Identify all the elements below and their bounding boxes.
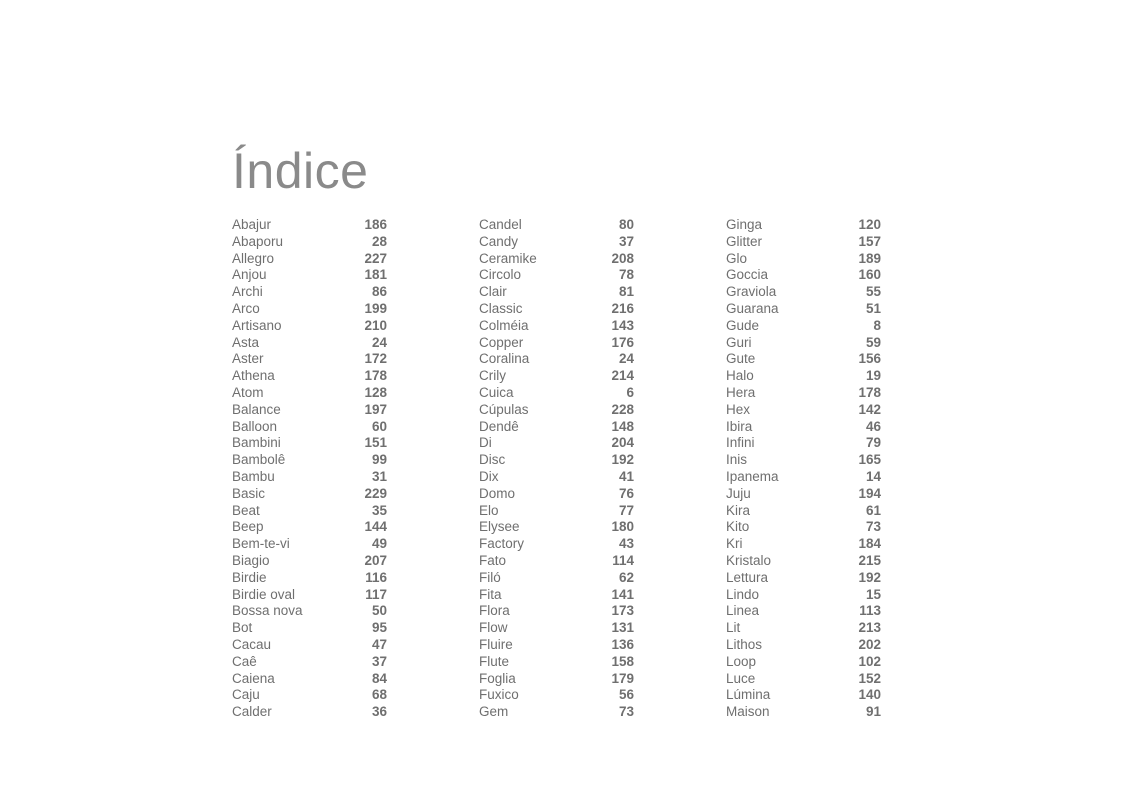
- index-entry: [479, 687, 634, 704]
- entry-name: Atom: [232, 384, 264, 400]
- entry-page-number: 194: [858, 485, 881, 501]
- entry-name: Birdie: [232, 569, 267, 585]
- entry-name: Caju: [232, 687, 260, 703]
- entry-name: Foglia: [479, 670, 516, 686]
- index-entry: [479, 469, 634, 486]
- entry-name: Caê: [232, 653, 257, 669]
- index-entry: [726, 301, 881, 318]
- entry-name: Athena: [232, 368, 275, 384]
- entry-name: Coralina: [479, 351, 530, 367]
- entry-page-number: 62: [618, 569, 634, 585]
- entry-name: Di: [479, 435, 492, 451]
- entry-page-number: 210: [364, 317, 387, 333]
- entry-page-number: 86: [371, 284, 387, 300]
- entry-page-number: 114: [612, 552, 634, 568]
- index-entry: [232, 570, 387, 587]
- entry-name: Maison: [726, 704, 770, 720]
- entry-page-number: 229: [364, 485, 387, 501]
- entry-page-number: 43: [618, 536, 634, 552]
- entry-name: Bossa nova: [232, 603, 303, 619]
- entry-name: Kito: [726, 519, 750, 535]
- index-entry: [479, 435, 634, 452]
- entry-name: Allegro: [232, 250, 275, 266]
- index-entry: [726, 234, 881, 251]
- index-entry: [479, 234, 634, 251]
- entry-name: Inis: [726, 452, 748, 468]
- entry-name: Kri: [726, 536, 743, 552]
- entry-page-number: 46: [865, 418, 881, 434]
- index-entry: [232, 654, 387, 671]
- entry-name: Juju: [726, 485, 751, 501]
- entry-name: Guarana: [726, 300, 779, 316]
- entry-name: Halo: [726, 368, 754, 384]
- entry-name: Luce: [726, 670, 756, 686]
- index-entry: [479, 620, 634, 637]
- entry-page-number: 157: [858, 233, 881, 249]
- entry-name: Guri: [726, 334, 752, 350]
- index-entry: [232, 368, 387, 385]
- entry-name: Abaporu: [232, 233, 284, 249]
- index-entry: [479, 519, 634, 536]
- index-entry: [479, 486, 634, 503]
- index-entry: [726, 385, 881, 402]
- index-entry: [232, 671, 387, 688]
- entry-name: Calder: [232, 704, 272, 720]
- entry-name: Copper: [479, 334, 524, 350]
- entry-page-number: 176: [611, 334, 634, 350]
- entry-page-number: 142: [858, 401, 881, 417]
- entry-name: Archi: [232, 284, 263, 300]
- entry-page-number: 143: [611, 317, 634, 333]
- entry-name: Abajur: [232, 217, 272, 232]
- index-entry: [726, 284, 881, 301]
- entry-name: Fluire: [479, 636, 513, 652]
- entry-page-number: 131: [611, 620, 634, 636]
- index-entry: [479, 301, 634, 318]
- entry-page-number: 136: [611, 636, 634, 652]
- index-entry: [232, 704, 387, 721]
- index-entry: [726, 687, 881, 704]
- index-entry: [232, 603, 387, 620]
- entry-name: Balance: [232, 401, 281, 417]
- entry-page-number: 56: [618, 687, 634, 703]
- entry-page-number: 41: [618, 468, 634, 484]
- index-entry: [726, 671, 881, 688]
- entry-page-number: 228: [611, 401, 634, 417]
- entry-name: Bambu: [232, 468, 275, 484]
- entry-name: Linea: [726, 603, 760, 619]
- entry-page-number: 113: [859, 603, 881, 619]
- index-entry: [726, 637, 881, 654]
- index-entry: [726, 519, 881, 536]
- entry-name: Arco: [232, 300, 260, 316]
- entry-page-number: 8: [873, 317, 881, 333]
- index-entry: [726, 654, 881, 671]
- index-entry: [479, 267, 634, 284]
- index-entry: [232, 553, 387, 570]
- entry-name: Anjou: [232, 267, 267, 283]
- index-entry: [726, 435, 881, 452]
- entry-page-number: 24: [618, 351, 634, 367]
- entry-page-number: 192: [611, 452, 634, 468]
- entry-name: Crily: [479, 368, 506, 384]
- index-entry: [479, 217, 634, 234]
- index-entry: [726, 553, 881, 570]
- entry-page-number: 204: [611, 435, 634, 451]
- entry-page-number: 186: [364, 217, 387, 232]
- entry-name: Glo: [726, 250, 748, 266]
- entry-name: Domo: [479, 485, 516, 501]
- entry-page-number: 81: [618, 284, 634, 300]
- index-entry: [232, 402, 387, 419]
- entry-page-number: 68: [371, 687, 387, 703]
- entry-name: Lithos: [726, 636, 763, 652]
- index-entry: [479, 570, 634, 587]
- index-entry: [479, 351, 634, 368]
- index-entry: [726, 267, 881, 284]
- entry-page-number: 19: [865, 368, 881, 384]
- entry-name: Biagio: [232, 552, 270, 568]
- entry-name: Hex: [726, 401, 751, 417]
- entry-page-number: 78: [618, 267, 634, 283]
- index-column-2: [479, 217, 634, 721]
- index-entry: [232, 519, 387, 536]
- index-entry: [232, 536, 387, 553]
- index-entry: [232, 217, 387, 234]
- entry-page-number: 117: [365, 586, 387, 602]
- index-entry: [232, 335, 387, 352]
- index-entry: [726, 620, 881, 637]
- entry-name: Beat: [232, 502, 260, 518]
- index-entry: [726, 419, 881, 436]
- index-entry: [726, 704, 881, 721]
- index-entry: [726, 469, 881, 486]
- entry-page-number: 91: [865, 704, 881, 720]
- index-entry: [726, 318, 881, 335]
- entry-name: Fuxico: [479, 687, 519, 703]
- entry-name: Loop: [726, 653, 757, 669]
- entry-name: Beep: [232, 519, 264, 535]
- entry-name: Caiena: [232, 670, 275, 686]
- entry-page-number: 197: [364, 401, 387, 417]
- page-title: Índice: [232, 143, 369, 199]
- entry-name: Cuica: [479, 384, 514, 400]
- entry-page-number: 156: [858, 351, 881, 367]
- entry-page-number: 189: [858, 250, 881, 266]
- entry-page-number: 140: [858, 687, 881, 703]
- entry-page-number: 202: [858, 636, 881, 652]
- entry-name: Candel: [479, 217, 522, 232]
- entry-name: Fato: [479, 552, 507, 568]
- entry-name: Ginga: [726, 217, 763, 232]
- entry-page-number: 24: [371, 334, 387, 350]
- entry-name: Gem: [479, 704, 509, 720]
- index-entry: [726, 486, 881, 503]
- entry-page-number: 37: [618, 233, 634, 249]
- entry-name: Elo: [479, 502, 499, 518]
- entry-page-number: 60: [371, 418, 387, 434]
- entry-name: Basic: [232, 485, 266, 501]
- entry-name: Ibira: [726, 418, 753, 434]
- index-entry: [232, 587, 387, 604]
- index-entry: [232, 267, 387, 284]
- entry-page-number: 120: [858, 217, 881, 232]
- index-entry: [726, 452, 881, 469]
- entry-page-number: 144: [364, 519, 387, 535]
- entry-name: Birdie oval: [232, 586, 296, 602]
- index-entry: [232, 284, 387, 301]
- index-entry: [479, 553, 634, 570]
- entry-name: Flow: [479, 620, 508, 636]
- index-entry: [479, 452, 634, 469]
- index-column-3: [726, 217, 881, 721]
- entry-page-number: 31: [371, 468, 387, 484]
- entry-name: Bot: [232, 620, 253, 636]
- entry-name: Ipanema: [726, 468, 779, 484]
- entry-page-number: 172: [364, 351, 387, 367]
- entry-name: Fita: [479, 586, 502, 602]
- index-entry: [232, 469, 387, 486]
- index-entry: [479, 251, 634, 268]
- index-column-1: [232, 217, 387, 721]
- entry-name: Asta: [232, 334, 260, 350]
- index-entry: [479, 368, 634, 385]
- entry-name: Flora: [479, 603, 510, 619]
- entry-page-number: 99: [371, 452, 387, 468]
- entry-page-number: 227: [364, 250, 387, 266]
- entry-page-number: 80: [618, 217, 634, 232]
- entry-page-number: 165: [858, 452, 881, 468]
- entry-name: Goccia: [726, 267, 769, 283]
- entry-page-number: 148: [611, 418, 634, 434]
- entry-page-number: 180: [611, 519, 634, 535]
- entry-page-number: 160: [858, 267, 881, 283]
- entry-name: Filó: [479, 569, 501, 585]
- entry-page-number: 84: [371, 670, 387, 686]
- entry-name: Classic: [479, 300, 523, 316]
- index-entry: [232, 419, 387, 436]
- entry-page-number: 178: [858, 384, 881, 400]
- index-entry: [232, 301, 387, 318]
- entry-name: Lettura: [726, 569, 769, 585]
- entry-page-number: 79: [865, 435, 881, 451]
- index-entry: [232, 435, 387, 452]
- entry-page-number: 28: [371, 233, 387, 249]
- entry-name: Elysee: [479, 519, 520, 535]
- entry-name: Clair: [479, 284, 507, 300]
- index-entry: [479, 385, 634, 402]
- index-entry: [232, 486, 387, 503]
- index-entry: [232, 385, 387, 402]
- entry-page-number: 184: [858, 536, 881, 552]
- entry-name: Candy: [479, 233, 519, 249]
- entry-page-number: 181: [364, 267, 387, 283]
- index-entry: [726, 251, 881, 268]
- entry-page-number: 95: [371, 620, 387, 636]
- index-entry: [232, 351, 387, 368]
- entry-page-number: 47: [371, 636, 387, 652]
- index-entry: [726, 570, 881, 587]
- entry-name: Dendê: [479, 418, 519, 434]
- entry-name: Dix: [479, 468, 499, 484]
- entry-name: Kristalo: [726, 552, 772, 568]
- entry-page-number: 35: [371, 502, 387, 518]
- entry-page-number: 59: [865, 334, 881, 350]
- index-entry: [726, 335, 881, 352]
- entry-name: Lúmina: [726, 687, 771, 703]
- index-entry: [726, 368, 881, 385]
- entry-name: Bambini: [232, 435, 281, 451]
- entry-name: Lindo: [726, 586, 760, 602]
- entry-page-number: 37: [371, 653, 387, 669]
- index-entry: [726, 217, 881, 234]
- index-entry: [726, 351, 881, 368]
- entry-page-number: 151: [364, 435, 387, 451]
- entry-name: Bambolê: [232, 452, 286, 468]
- entry-page-number: 50: [371, 603, 387, 619]
- entry-name: Gute: [726, 351, 756, 367]
- index-entry: [479, 402, 634, 419]
- index-entry: [479, 536, 634, 553]
- index-entry: [232, 318, 387, 335]
- index-entry: [232, 503, 387, 520]
- entry-page-number: 51: [865, 300, 881, 316]
- index-entry: [479, 335, 634, 352]
- entry-page-number: 141: [611, 586, 634, 602]
- entry-page-number: 116: [365, 569, 387, 585]
- entry-name: Cúpulas: [479, 401, 529, 417]
- entry-page-number: 215: [858, 552, 881, 568]
- entry-page-number: 207: [364, 552, 387, 568]
- entry-page-number: 36: [371, 704, 387, 720]
- entry-page-number: 213: [858, 620, 881, 636]
- index-entry: [479, 671, 634, 688]
- entry-page-number: 15: [865, 586, 881, 602]
- entry-page-number: 77: [618, 502, 634, 518]
- entry-page-number: 216: [611, 300, 634, 316]
- entry-page-number: 179: [611, 670, 634, 686]
- entry-page-number: 192: [858, 569, 881, 585]
- index-entry: [232, 620, 387, 637]
- entry-page-number: 6: [626, 384, 634, 400]
- entry-page-number: 199: [364, 300, 387, 316]
- entry-page-number: 158: [611, 653, 634, 669]
- index-entry: [232, 251, 387, 268]
- index-entry: [479, 637, 634, 654]
- index-entry: [479, 603, 634, 620]
- entry-page-number: 102: [858, 653, 881, 669]
- entry-name: Factory: [479, 536, 525, 552]
- index-entry: [479, 503, 634, 520]
- index-entry: [232, 452, 387, 469]
- entry-name: Lit: [726, 620, 741, 636]
- entry-name: Infini: [726, 435, 755, 451]
- entry-page-number: 173: [611, 603, 634, 619]
- entry-page-number: 14: [865, 468, 881, 484]
- entry-name: Kira: [726, 502, 751, 518]
- entry-name: Disc: [479, 452, 506, 468]
- entry-page-number: 208: [611, 250, 634, 266]
- index-entry: [726, 536, 881, 553]
- entry-name: Ceramike: [479, 250, 537, 266]
- index-entry: [726, 402, 881, 419]
- entry-name: Graviola: [726, 284, 777, 300]
- entry-page-number: 76: [618, 485, 634, 501]
- entry-name: Aster: [232, 351, 264, 367]
- entry-page-number: 73: [618, 704, 634, 720]
- entry-page-number: 152: [858, 670, 881, 686]
- index-entry: [479, 654, 634, 671]
- entry-name: Artisano: [232, 317, 282, 333]
- entry-name: Balloon: [232, 418, 278, 434]
- entry-page-number: 49: [371, 536, 387, 552]
- index-entry: [479, 587, 634, 604]
- entry-page-number: 55: [865, 284, 881, 300]
- index-entry: [479, 704, 634, 721]
- index-entry: [726, 603, 881, 620]
- entry-name: Colméia: [479, 317, 529, 333]
- entry-name: Cacau: [232, 636, 272, 652]
- entry-name: Flute: [479, 653, 510, 669]
- entry-page-number: 214: [611, 368, 634, 384]
- index-entry: [726, 503, 881, 520]
- entry-name: Bem-te-vi: [232, 536, 290, 552]
- index-entry: [726, 587, 881, 604]
- index-entry: [479, 318, 634, 335]
- entry-name: Hera: [726, 384, 756, 400]
- index-entry: [232, 637, 387, 654]
- entry-page-number: 73: [865, 519, 881, 535]
- index-entry: [232, 234, 387, 251]
- index-entry: [232, 687, 387, 704]
- entry-page-number: 128: [364, 384, 387, 400]
- entry-name: Glitter: [726, 233, 763, 249]
- index-entry: [479, 284, 634, 301]
- entry-page-number: 178: [364, 368, 387, 384]
- index-entry: [479, 419, 634, 436]
- entry-page-number: 61: [865, 502, 881, 518]
- entry-name: Gude: [726, 317, 760, 333]
- entry-name: Circolo: [479, 267, 522, 283]
